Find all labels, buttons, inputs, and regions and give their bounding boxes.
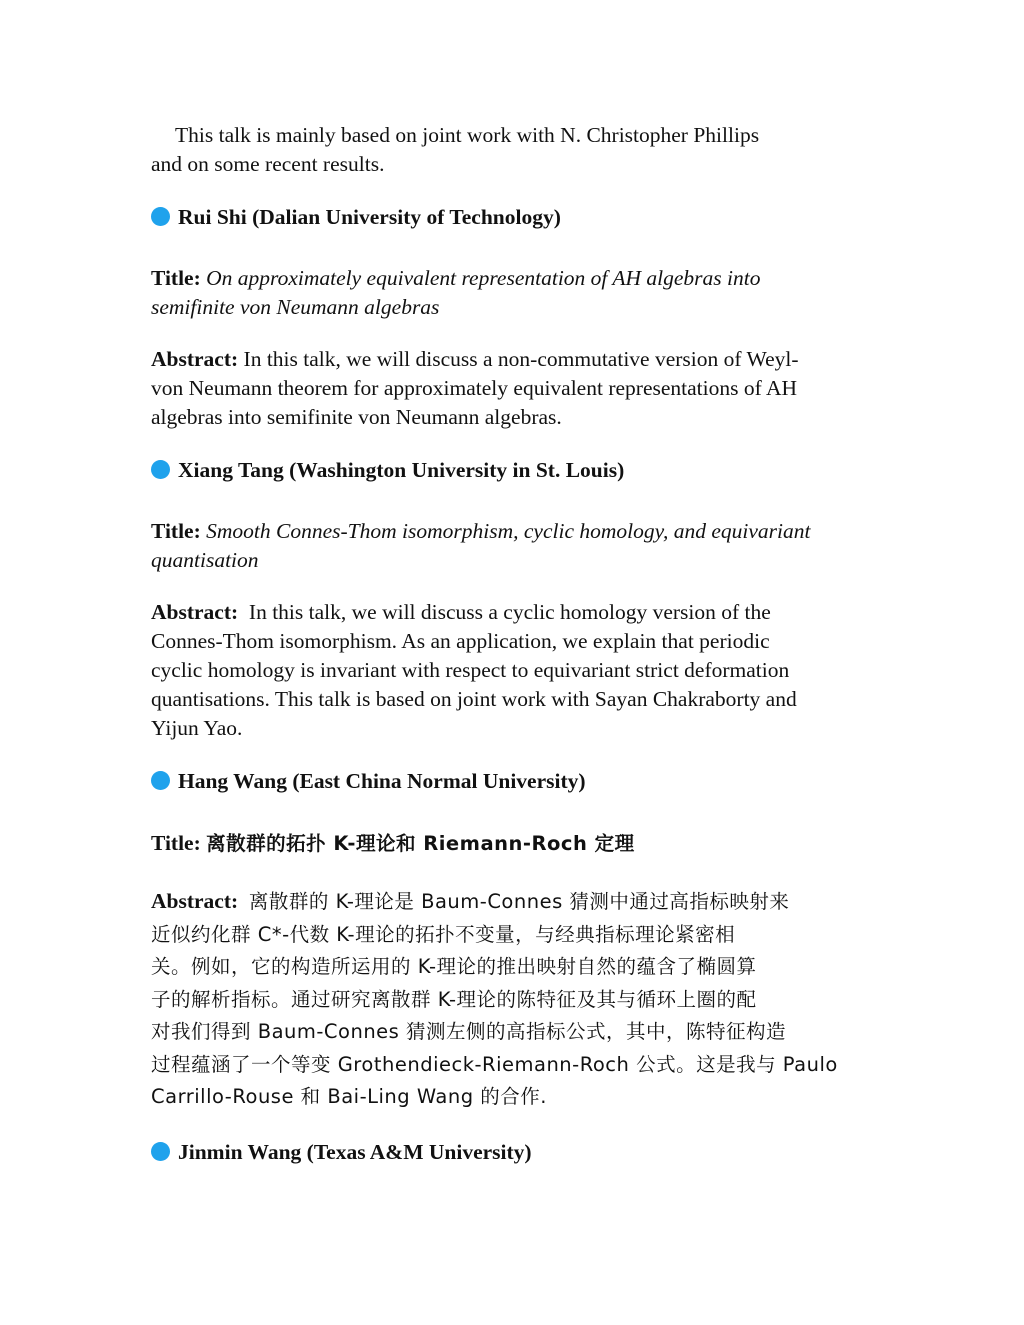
speaker-name: Jinmin Wang (Texas A&M University): [178, 1140, 532, 1164]
abstract-line: cyclic homology is invariant with respect to equivariant strict deformation: [151, 658, 790, 682]
speaker-name: Rui Shi (Dalian University of Technology): [178, 205, 561, 229]
title-line: semifinite von Neumann algebras: [151, 295, 440, 319]
intro-line: This talk is mainly based on joint work with N. Christopher Phillips: [175, 123, 760, 147]
speaker-heading: [151, 767, 586, 796]
talk-abstract: [151, 885, 881, 1114]
intro-paragraph: [151, 121, 881, 179]
bullet-icon: [151, 460, 170, 479]
speaker-heading: [151, 456, 624, 485]
talk-title: [151, 264, 881, 322]
title-label: Title:: [151, 519, 201, 543]
abstract-label: Abstract:: [151, 600, 239, 624]
talk-abstract: [151, 345, 881, 432]
abstract-line: 近似约化群 C*-代数 K-理论的拓扑不变量，与经典指标理论紧密相: [151, 922, 736, 946]
abstract-line: 对我们得到 Baum-Connes 猜测左侧的高指标公式，其中，陈特征构造: [151, 1020, 787, 1043]
speaker-name: Xiang Tang (Washington University in St. Louis): [178, 458, 625, 482]
abstract-line: von Neumann theorem for approximately equivalent representations of AH: [151, 376, 797, 400]
abstract-line: In this talk, we will discuss a cyclic homology version of the: [248, 600, 771, 624]
speaker-heading: [151, 1138, 532, 1167]
title-label: Title:: [151, 831, 201, 855]
bullet-icon: [151, 771, 170, 790]
abstract-line: Yijun Yao.: [151, 716, 243, 740]
intro-line: and on some recent results.: [151, 152, 385, 176]
talk-title: [151, 829, 881, 858]
title-label: Title:: [151, 266, 201, 290]
abstract-line: In this talk, we will discuss a non-commutative version of Weyl-: [243, 347, 799, 371]
abstract-line: quantisations. This talk is based on joint work with Sayan Chakraborty and: [151, 687, 797, 711]
abstract-line: 子的解析指标。通过研究离散群 K-理论的陈特征及其与循环上圈的配: [151, 987, 757, 1011]
abstract-line: 离散群的 K-理论是 Baum-Connes 猜测中通过高指标映射来: [248, 890, 790, 913]
title-line: quantisation: [151, 548, 259, 572]
bullet-icon: [151, 207, 170, 226]
abstract-line: 过程蕴涵了一个等变 Grothendieck-Riemann-Roch 公式。这是我与 Paulo: [151, 1052, 838, 1076]
talk-title: [151, 517, 881, 575]
abstract-label: Abstract:: [151, 347, 239, 371]
title-line: Smooth Connes-Thom isomorphism, cyclic homology, and equivariant: [206, 519, 811, 543]
speaker-name: Hang Wang (East China Normal University): [178, 769, 586, 793]
abstract-line: Connes-Thom isomorphism. As an application, we explain that periodic: [151, 629, 770, 653]
abstract-label: Abstract:: [151, 889, 239, 913]
abstract-line: 关。例如，它的构造所运用的 K-理论的推出映射自然的蕴含了椭圆算: [151, 955, 757, 978]
talk-abstract: [151, 598, 881, 743]
speaker-heading: [151, 203, 561, 232]
title-line: On approximately equivalent representation of AH algebras into: [206, 266, 761, 290]
title-line: 离散群的拓扑 K-理论和 Riemann-Roch 定理: [206, 832, 635, 855]
bullet-icon: [151, 1142, 170, 1161]
abstract-line: algebras into semifinite von Neumann algebras.: [151, 405, 562, 429]
abstract-line: Carrillo-Rouse 和 Bai-Ling Wang 的合作.: [151, 1085, 547, 1108]
